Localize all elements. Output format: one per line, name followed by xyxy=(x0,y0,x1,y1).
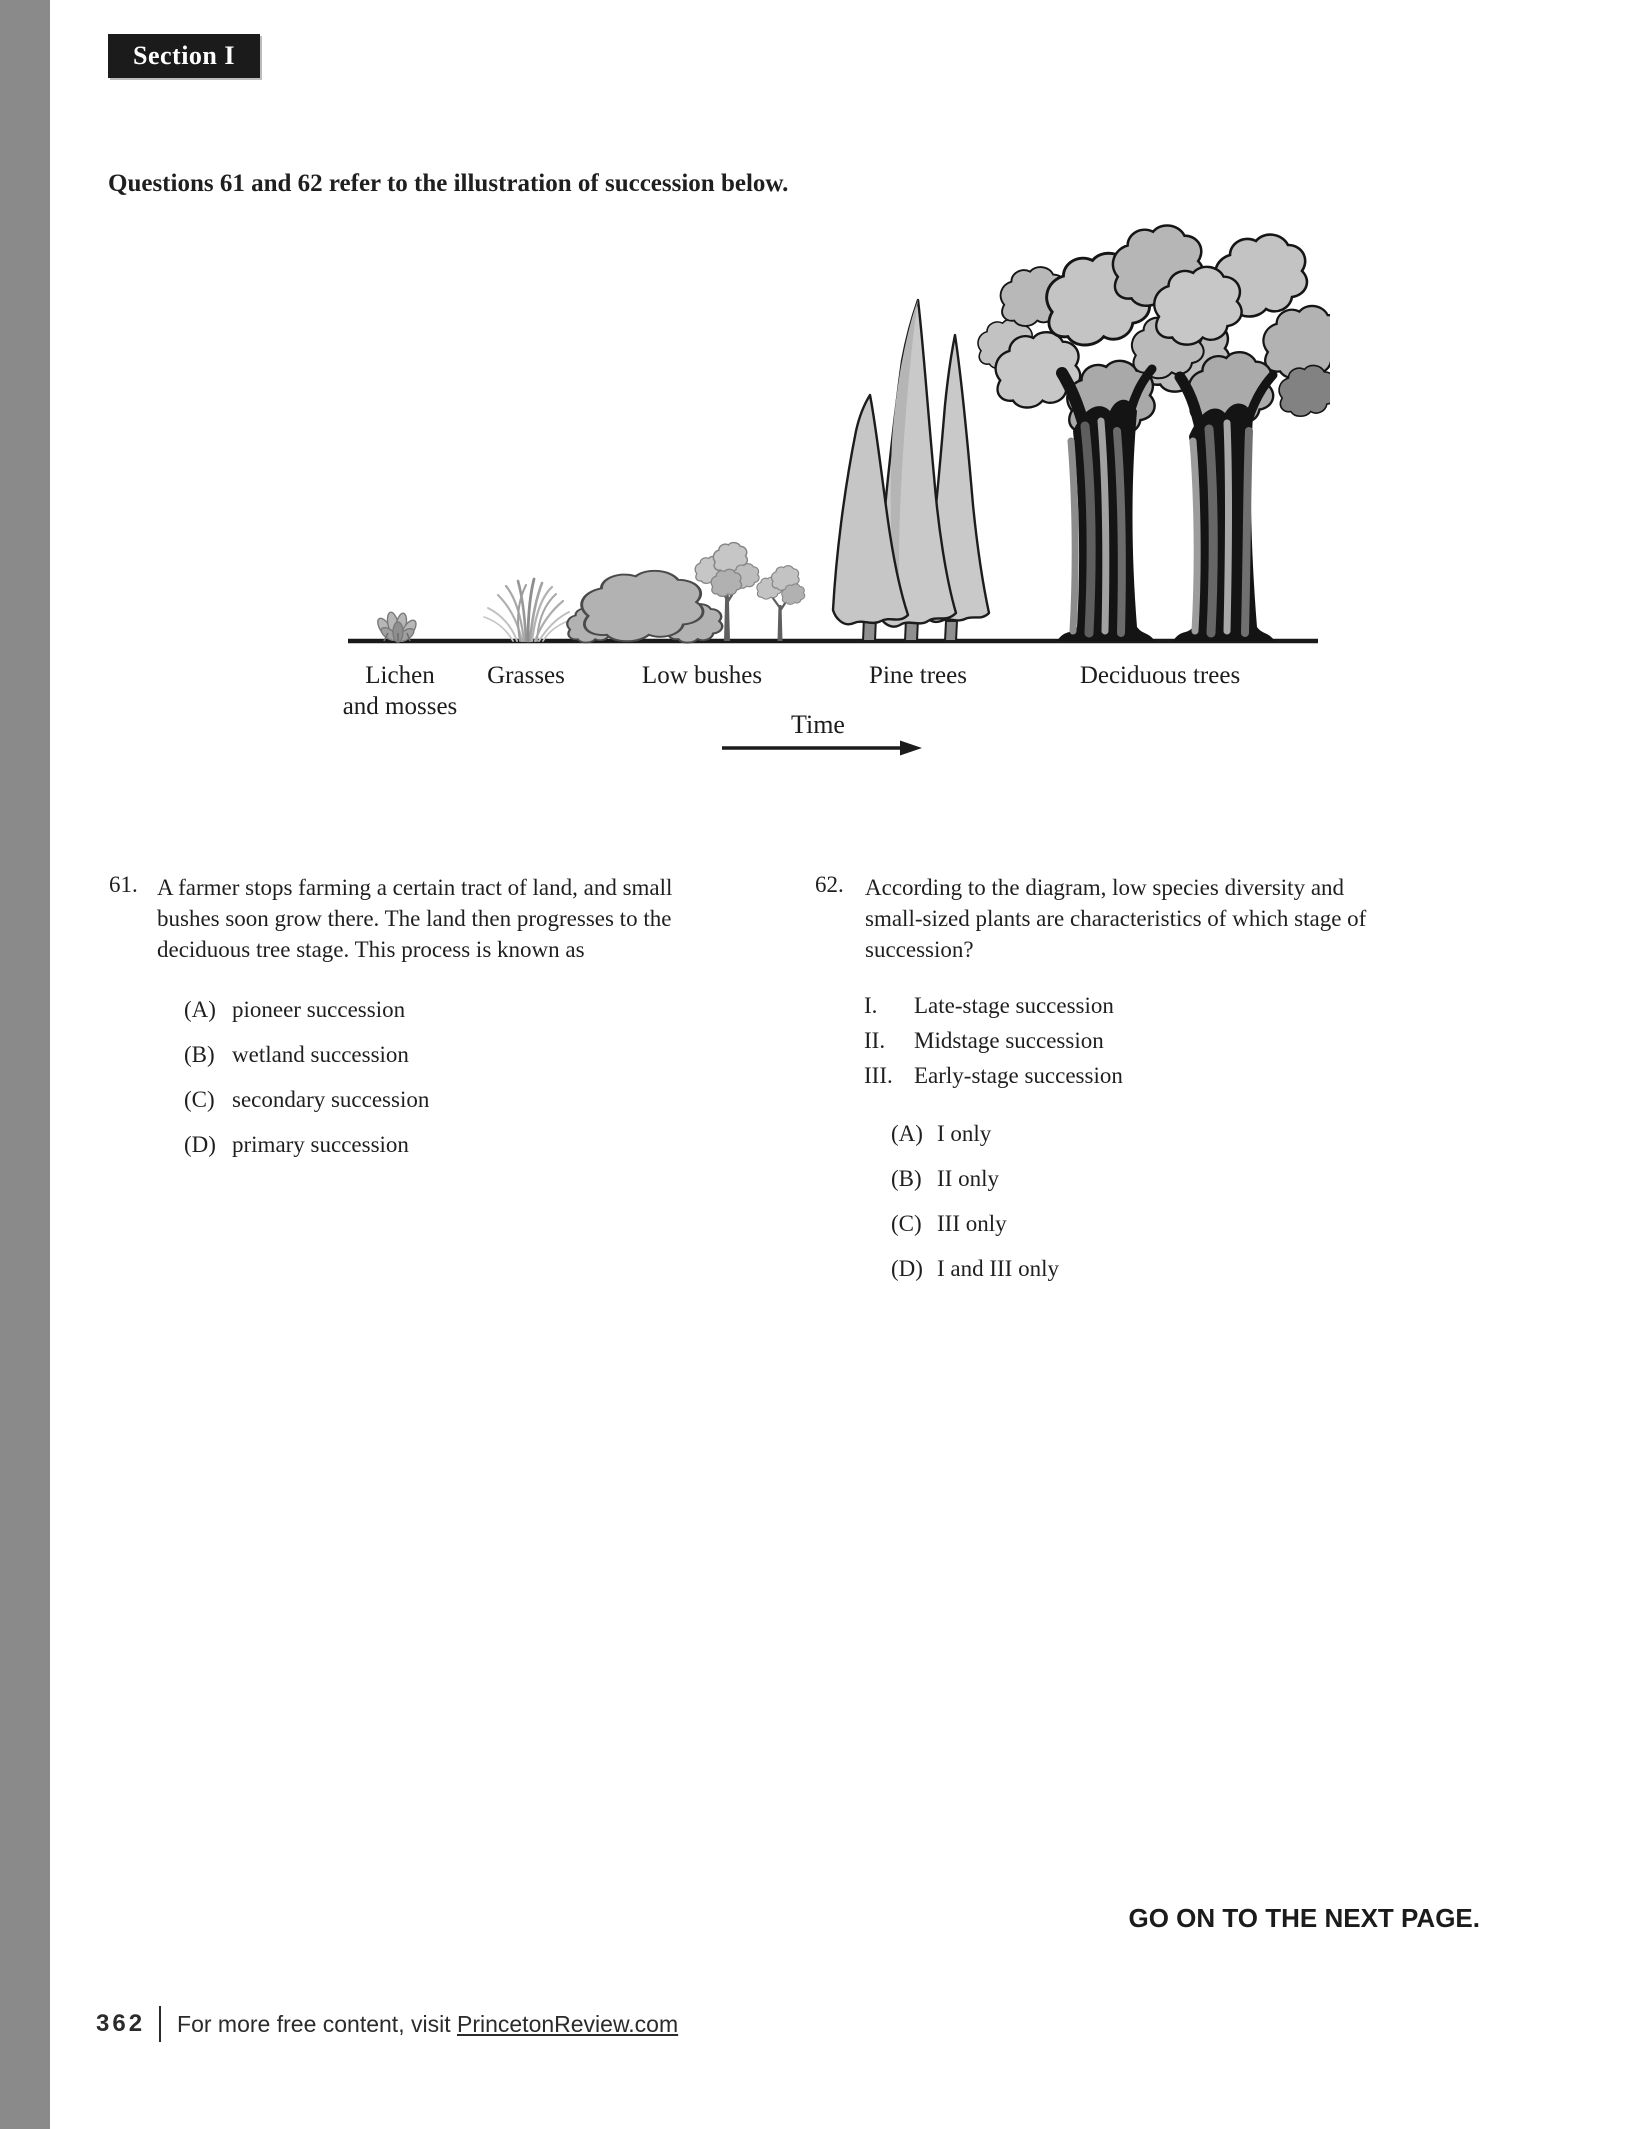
low-bushes-drawing xyxy=(567,571,722,643)
choice-62-d xyxy=(891,1256,1059,1281)
stage-label-line: and mosses xyxy=(342,693,458,720)
question-62-choices xyxy=(891,1121,1059,1301)
choice-61-c xyxy=(184,1087,429,1112)
small-tree-2 xyxy=(757,566,805,641)
footer-divider xyxy=(159,2006,161,2042)
roman-numeral: III. xyxy=(864,1063,893,1088)
question-62-line: succession? xyxy=(865,937,974,962)
choice-label: (A) xyxy=(891,1121,923,1146)
question-62-line: According to the diagram, low species diversity and xyxy=(865,875,1345,900)
stage-label-low-bushes: Low bushes xyxy=(641,662,763,689)
choice-62-a xyxy=(891,1121,1059,1146)
roman-item-3 xyxy=(864,1062,1123,1089)
princeton-review-link[interactable]: PrincetonReview.com xyxy=(456,2010,679,2037)
question-62-text xyxy=(865,872,1366,965)
choice-61-d xyxy=(184,1132,429,1157)
go-on-instruction: GO ON TO THE NEXT PAGE. xyxy=(1128,1903,1480,1933)
stage-label-line: Lichen xyxy=(365,662,435,689)
choice-label: (B) xyxy=(184,1042,215,1067)
choice-label: (C) xyxy=(891,1211,922,1236)
deciduous-trees-drawing xyxy=(978,225,1330,641)
choice-text: II only xyxy=(937,1166,999,1191)
question-62-number: 62. xyxy=(815,872,844,897)
choice-62-c xyxy=(891,1211,1059,1236)
choice-62-b xyxy=(891,1166,1059,1191)
choice-label: (D) xyxy=(891,1256,923,1281)
roman-item-1 xyxy=(864,992,1123,1019)
question-62-roman-list xyxy=(864,992,1123,1097)
roman-text: Late-stage succession xyxy=(914,993,1114,1018)
roman-item-2 xyxy=(864,1027,1123,1054)
intro-text: Questions 61 and 62 refer to the illustration of succession below. xyxy=(108,170,789,197)
grasses-drawing xyxy=(484,579,571,641)
succession-illustration xyxy=(340,205,1330,765)
section-label: Section I xyxy=(133,41,235,70)
choice-text: pioneer succession xyxy=(232,997,406,1022)
choice-text: III only xyxy=(937,1211,1007,1236)
question-61-number: 61. xyxy=(109,872,138,897)
stage-label-pine-trees: Pine trees xyxy=(869,662,967,689)
question-62-line: small-sized plants are characteristics of which stage of xyxy=(865,906,1367,931)
choice-61-a xyxy=(184,997,429,1022)
question-62 xyxy=(815,872,1366,965)
roman-text: Early-stage succession xyxy=(914,1063,1123,1088)
question-61-line: A farmer stops farming a certain tract of land, and small xyxy=(157,875,673,900)
choice-label: (A) xyxy=(184,997,216,1022)
footer-text-prefix: For more free content, visit xyxy=(177,2010,457,2037)
choice-text: secondary succession xyxy=(232,1087,430,1112)
choice-label: (B) xyxy=(891,1166,922,1191)
question-61-line: deciduous tree stage. This process is known as xyxy=(157,937,585,962)
choice-label: (D) xyxy=(184,1132,216,1157)
choice-text: I only xyxy=(937,1121,992,1146)
choice-label: (C) xyxy=(184,1087,215,1112)
question-61-line: bushes soon grow there. The land then progresses to the xyxy=(157,906,672,931)
question-61-choices xyxy=(184,997,429,1177)
roman-numeral: II. xyxy=(864,1028,886,1053)
roman-numeral: I. xyxy=(864,993,878,1018)
time-axis-label: Time xyxy=(791,710,845,739)
footer-text xyxy=(177,2011,678,2038)
question-61-text xyxy=(157,872,672,965)
page-number: 362 xyxy=(96,2010,146,2037)
time-arrow xyxy=(722,741,922,756)
choice-text: primary succession xyxy=(232,1132,409,1157)
choice-text: wetland succession xyxy=(232,1042,409,1067)
stage-label-lichen-mosses xyxy=(343,660,458,722)
pine-trees-drawing xyxy=(833,300,989,641)
stage-label-deciduous-trees: Deciduous trees xyxy=(1079,662,1241,689)
roman-text: Midstage succession xyxy=(914,1028,1104,1053)
page-footer xyxy=(96,2004,678,2044)
choice-text: I and III only xyxy=(937,1256,1059,1281)
stage-label-grasses: Grasses xyxy=(487,662,565,689)
deciduous-canopy xyxy=(978,225,1330,438)
deciduous-trunk-right xyxy=(1173,375,1275,641)
question-61 xyxy=(109,872,672,965)
choice-61-b xyxy=(184,1042,429,1067)
page-edge-bar xyxy=(0,0,50,2129)
section-tab xyxy=(108,34,260,78)
